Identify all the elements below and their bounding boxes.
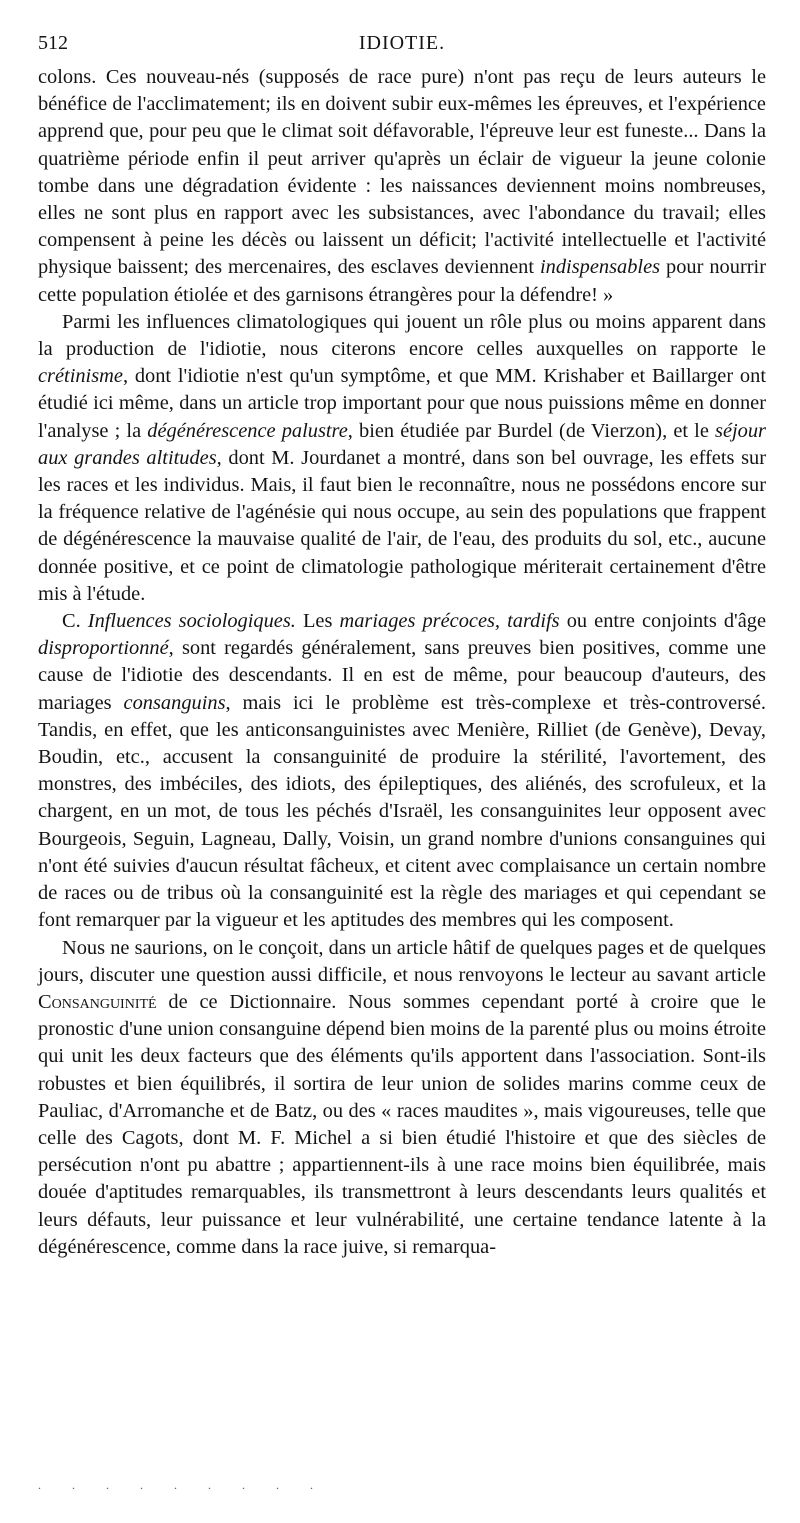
footer-dots: . . . . . . . . . (38, 1478, 327, 1492)
paragraph-3: C. Influences sociologiques. Les mariages précoces, tardifs ou entre conjoints d'âge disproportionné, sont regardés généralement, sans preuves bien positives, comme une cause de l'idiotie des descendants. Il en est de même, pour beaucoup d'auteurs, des mariages consanguins, mais ici le problème est très-complexe et très-controversé. Tandis, en effet, que les anticonsanguinistes avec Menière, Rilliet (de Genève), Devay, Boudin, etc., accusent la consanguinité de produire la stérilité, l'avortement, des monstres, des imbéciles, des idiots, des épileptiques, des aliénés, des scrofuleux, et la chargent, en un mot, de tous les péchés d'Israël, les consanguinites leur opposent avec Bourgeois, Seguin, Lagneau, Dally, Voisin, un grand nombre d'unions consanguines qui n'ont été suivies d'aucun résultat fâcheux, et citent avec complaisance un certain nombre de races ou de tribus où la consanguinité est la règle des mariages et qui cependant se font remarquer par la vigueur et les aptitudes des membres qui les composent. (38, 610, 767, 932)
paragraph-4: Nous ne saurions, on le conçoit, dans un article hâtif de quelques pages et de quelques jours, discuter une question aussi difficile, et nous renvoyons le lecteur au savant article Consanguinité de ce Dictionnaire. Nous sommes cependant porté à croire que le pronostic d'une union consanguine dépend bien moins de la parenté plus ou moins étroite qui unit les deux facteurs que des éléments qu'ils apportent dans l'association. Sont-ils robustes et bien équilibrés, il sortira de leur union de solides marins comme ceux de Pauliac, d'Arromanche et de Batz, ou des « races maudites », mais vigoureuses, telle que celle des Cagots, dont M. F. Michel a si bien étudié l'histoire et que des siècles de persécution n'ont pu abattre ; appartiennent-ils à une race moins bien équilibrée, mais douée d'aptitudes remarquables, ils transmettront à leurs descendants leurs qualités et leurs défauts, leur puissance et leur vulnérabilité, une certaine tendance latente à la dégénérescence, comme dans la race juive, si remarqua- (38, 936, 766, 1258)
running-title: IDIOTIE. (358, 32, 446, 54)
page-header (38, 30, 766, 56)
paragraph-1: colons. Ces nouveau-nés (supposés de race pure) n'ont pas reçu de leurs auteurs le bénéfice de l'acclimatement; ils en doivent subir eux-mêmes les épreuves, et l'expérience apprend que, pour peu que le climat soit défavorable, l'épreuve leur est funeste... Dans la quatrième période enfin il peut arriver qu'après un éclair de vigueur la jeune colonie tombe dans une dégradation évidente : les naissances deviennent moins nombreuses, elles ne sont plus en rapport avec les subsistances, avec l'abondance du travail; elles compensent à peine les décès ou laissent un déficit; l'activité intellectuelle et l'activité physique baissent; des mercenaires, des esclaves deviennent indispensables pour nourrir cette population étiolée et des garnisons étrangères pour la défendre! » (38, 66, 766, 306)
page-number: 512 (38, 32, 68, 54)
text-column (38, 64, 766, 1261)
paragraph-2: Parmi les influences climatologiques qui jouent un rôle plus ou moins apparent dans la production de l'idiotie, nous citerons encore celles auxquelles on rapporte le crétinisme, dont l'idiotie n'est qu'un symptôme, et que MM. Krishaber et Baillarger ont étudié ici même, dans un article trop important pour que nous puissions même en donner l'analyse ; la dégénérescence palustre, bien étudiée par Burdel (de Vierzon), et le séjour aux grandes altitudes, dont M. Jourdanet a montré, dans son bel ouvrage, les effets sur les races et les individus. Mais, il faut bien le reconnaître, nous ne possédons encore sur la fréquence relative de l'agénésie qui nous occupe, au sein des populations que frappent de dégénérescence la mauvaise qualité de l'air, de l'eau, des produits du sol, etc., aucune donnée positive, et ce point de climatologie pathologique mériterait certainement d'être mis à l'étude. (38, 310, 767, 605)
